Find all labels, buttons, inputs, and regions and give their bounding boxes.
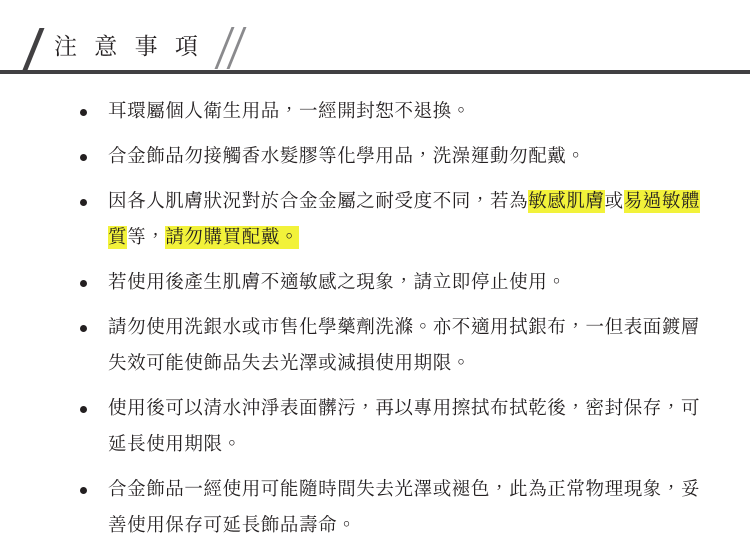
slash-mark-icon [26, 28, 52, 68]
list-item-text: 請勿使用洗銀水或市售化學藥劑洗滌。亦不適用拭銀布，一但表面鍍層失效可能使飾品失去光澤或減損使用期限。 [108, 317, 701, 374]
list-item-text: 等， [127, 227, 166, 248]
double-slash-mark-icon [217, 28, 251, 68]
header-inner [26, 26, 251, 74]
highlighted-text: 易過敏體質 [108, 191, 701, 248]
list-item-text: 耳環屬個人衛生用品，一經開封恕不退換。 [108, 101, 471, 122]
list-item [76, 94, 710, 130]
list-item [76, 391, 710, 463]
list-item [76, 184, 710, 256]
page-title: 注 意 事 項 [54, 33, 203, 60]
list-item-text: 合金飾品一經使用可能隨時間失去光澤或褪色，此為正常物理現象，妥善使用保存可延長飾品壽命。 [108, 479, 701, 536]
notice-list [0, 74, 750, 544]
header-divider [0, 70, 750, 74]
list-item [76, 472, 710, 544]
list-item-text: 使用後可以清水沖淨表面髒污，再以專用擦拭布拭乾後，密封保存，可延長使用期限。 [108, 398, 701, 455]
list-item-text: 或 [604, 191, 624, 212]
list-item [76, 265, 710, 301]
list-item [76, 310, 710, 382]
list-item-text: 若使用後產生肌膚不適敏感之現象，請立即停止使用。 [108, 272, 567, 293]
list-item [76, 139, 710, 175]
list-item-text: 合金飾品勿接觸香水髮膠等化學用品，洗澡運動勿配戴。 [108, 146, 586, 167]
highlighted-text: 敏感肌膚 [528, 191, 605, 212]
page-header [0, 0, 750, 74]
highlighted-text: 請勿購買配戴。 [165, 227, 300, 248]
list-item-text: 因各人肌膚狀況對於合金金屬之耐受度不同，若為 [108, 191, 529, 212]
